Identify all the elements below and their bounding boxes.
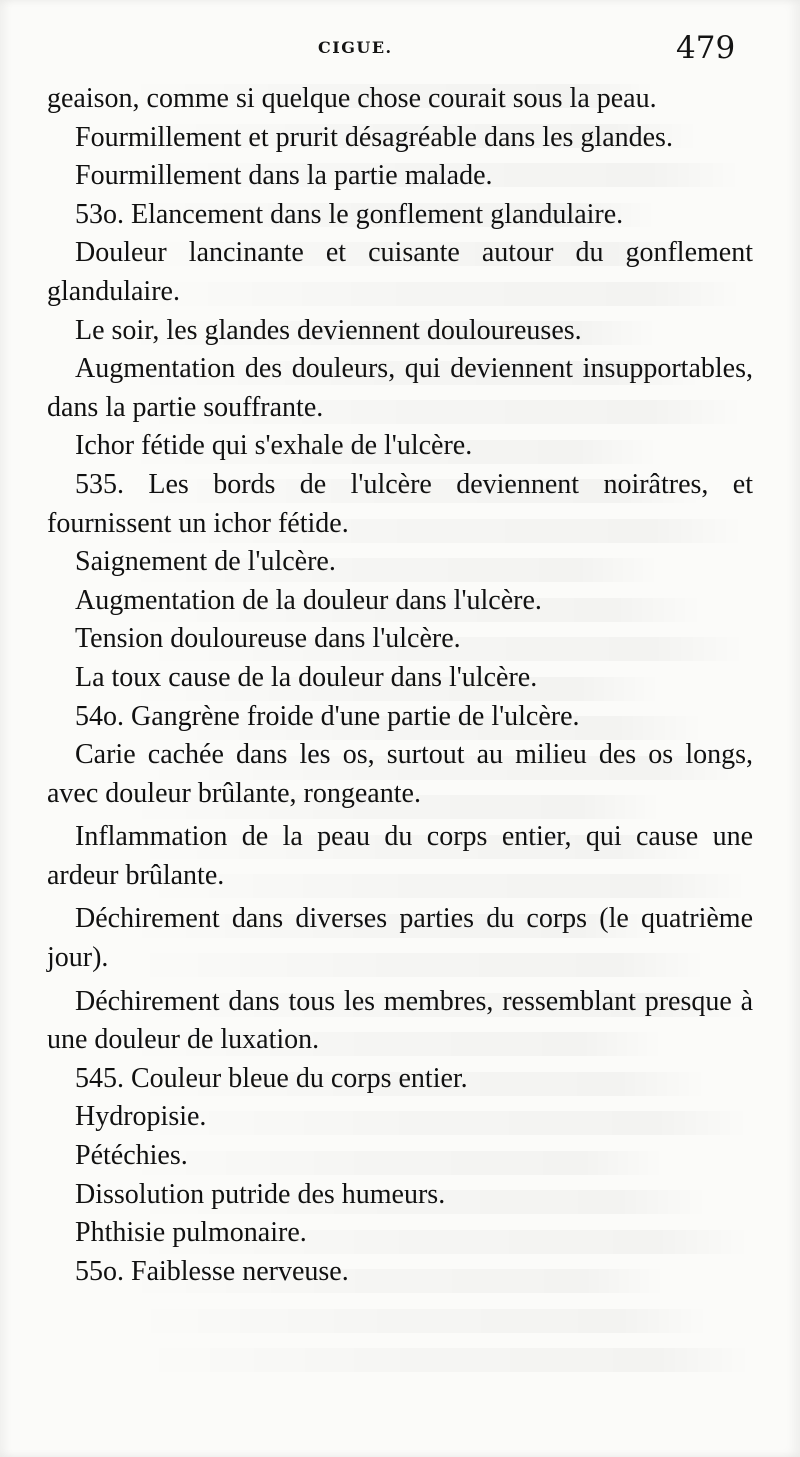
running-head	[0, 28, 800, 68]
paragraph: Hydropisie.	[75, 1101, 207, 1133]
paragraph: Dissolution putride des humeurs.	[75, 1178, 446, 1210]
running-title: CIGUE.	[318, 38, 393, 57]
paragraph: Fourmillement dans la partie malade.	[75, 160, 493, 192]
paragraph: Tension douloureuse dans l'ulcère.	[75, 623, 461, 655]
paragraph: Déchirement dans diverses parties du corps (le quatrième jour).	[47, 903, 753, 974]
paragraph: Phthisie pulmonaire.	[75, 1217, 307, 1249]
paragraph: Pétéchies.	[75, 1140, 188, 1172]
paragraph: Saignement de l'ulcère.	[75, 546, 336, 578]
paragraph: Le soir, les glandes deviennent douloureuses.	[75, 314, 582, 346]
paragraph: geaison, comme si quelque chose courait sous la peau.	[47, 83, 657, 114]
paragraph: Déchirement dans tous les membres, ressemblant presque à une douleur de luxation.	[47, 985, 753, 1056]
paragraph: Carie cachée dans les os, surtout au milieu des os longs, avec douleur brûlante, rongeante.	[47, 739, 753, 809]
paragraph: 54o. Gangrène froide d'une partie de l'ulcère.	[75, 700, 580, 732]
paragraph: 545. Couleur bleue du corps entier.	[75, 1062, 468, 1094]
paragraph: Augmentation de la douleur dans l'ulcère.	[75, 584, 542, 616]
page-number: 479	[676, 30, 736, 66]
paragraph: Fourmillement et prurit désagréable dans les glandes.	[75, 121, 673, 153]
show-through-line	[106, 1309, 713, 1333]
paragraph: Augmentation des douleurs, qui deviennent insupportables, dans la partie souffrante.	[47, 353, 753, 423]
paragraph: 55o. Faiblesse nerveuse.	[75, 1255, 349, 1287]
show-through-line	[112, 1348, 756, 1372]
paragraph: 53o. Elancement dans le gonflement glandulaire.	[75, 198, 624, 230]
paragraph: 535. Les bords de l'ulcère deviennent noirâtres, et fournissent un ichor fétide.	[47, 468, 753, 539]
page-body	[47, 80, 753, 1291]
paragraph: Douleur lancinante et cuisante autour du gonflement glandulaire.	[47, 237, 753, 307]
paragraph: Ichor fétide qui s'exhale de l'ulcère.	[75, 430, 473, 462]
paragraph: La toux cause de la douleur dans l'ulcère.	[75, 661, 538, 693]
paragraph: Inflammation de la peau du corps entier, qui cause une ardeur brûlante.	[47, 821, 753, 891]
